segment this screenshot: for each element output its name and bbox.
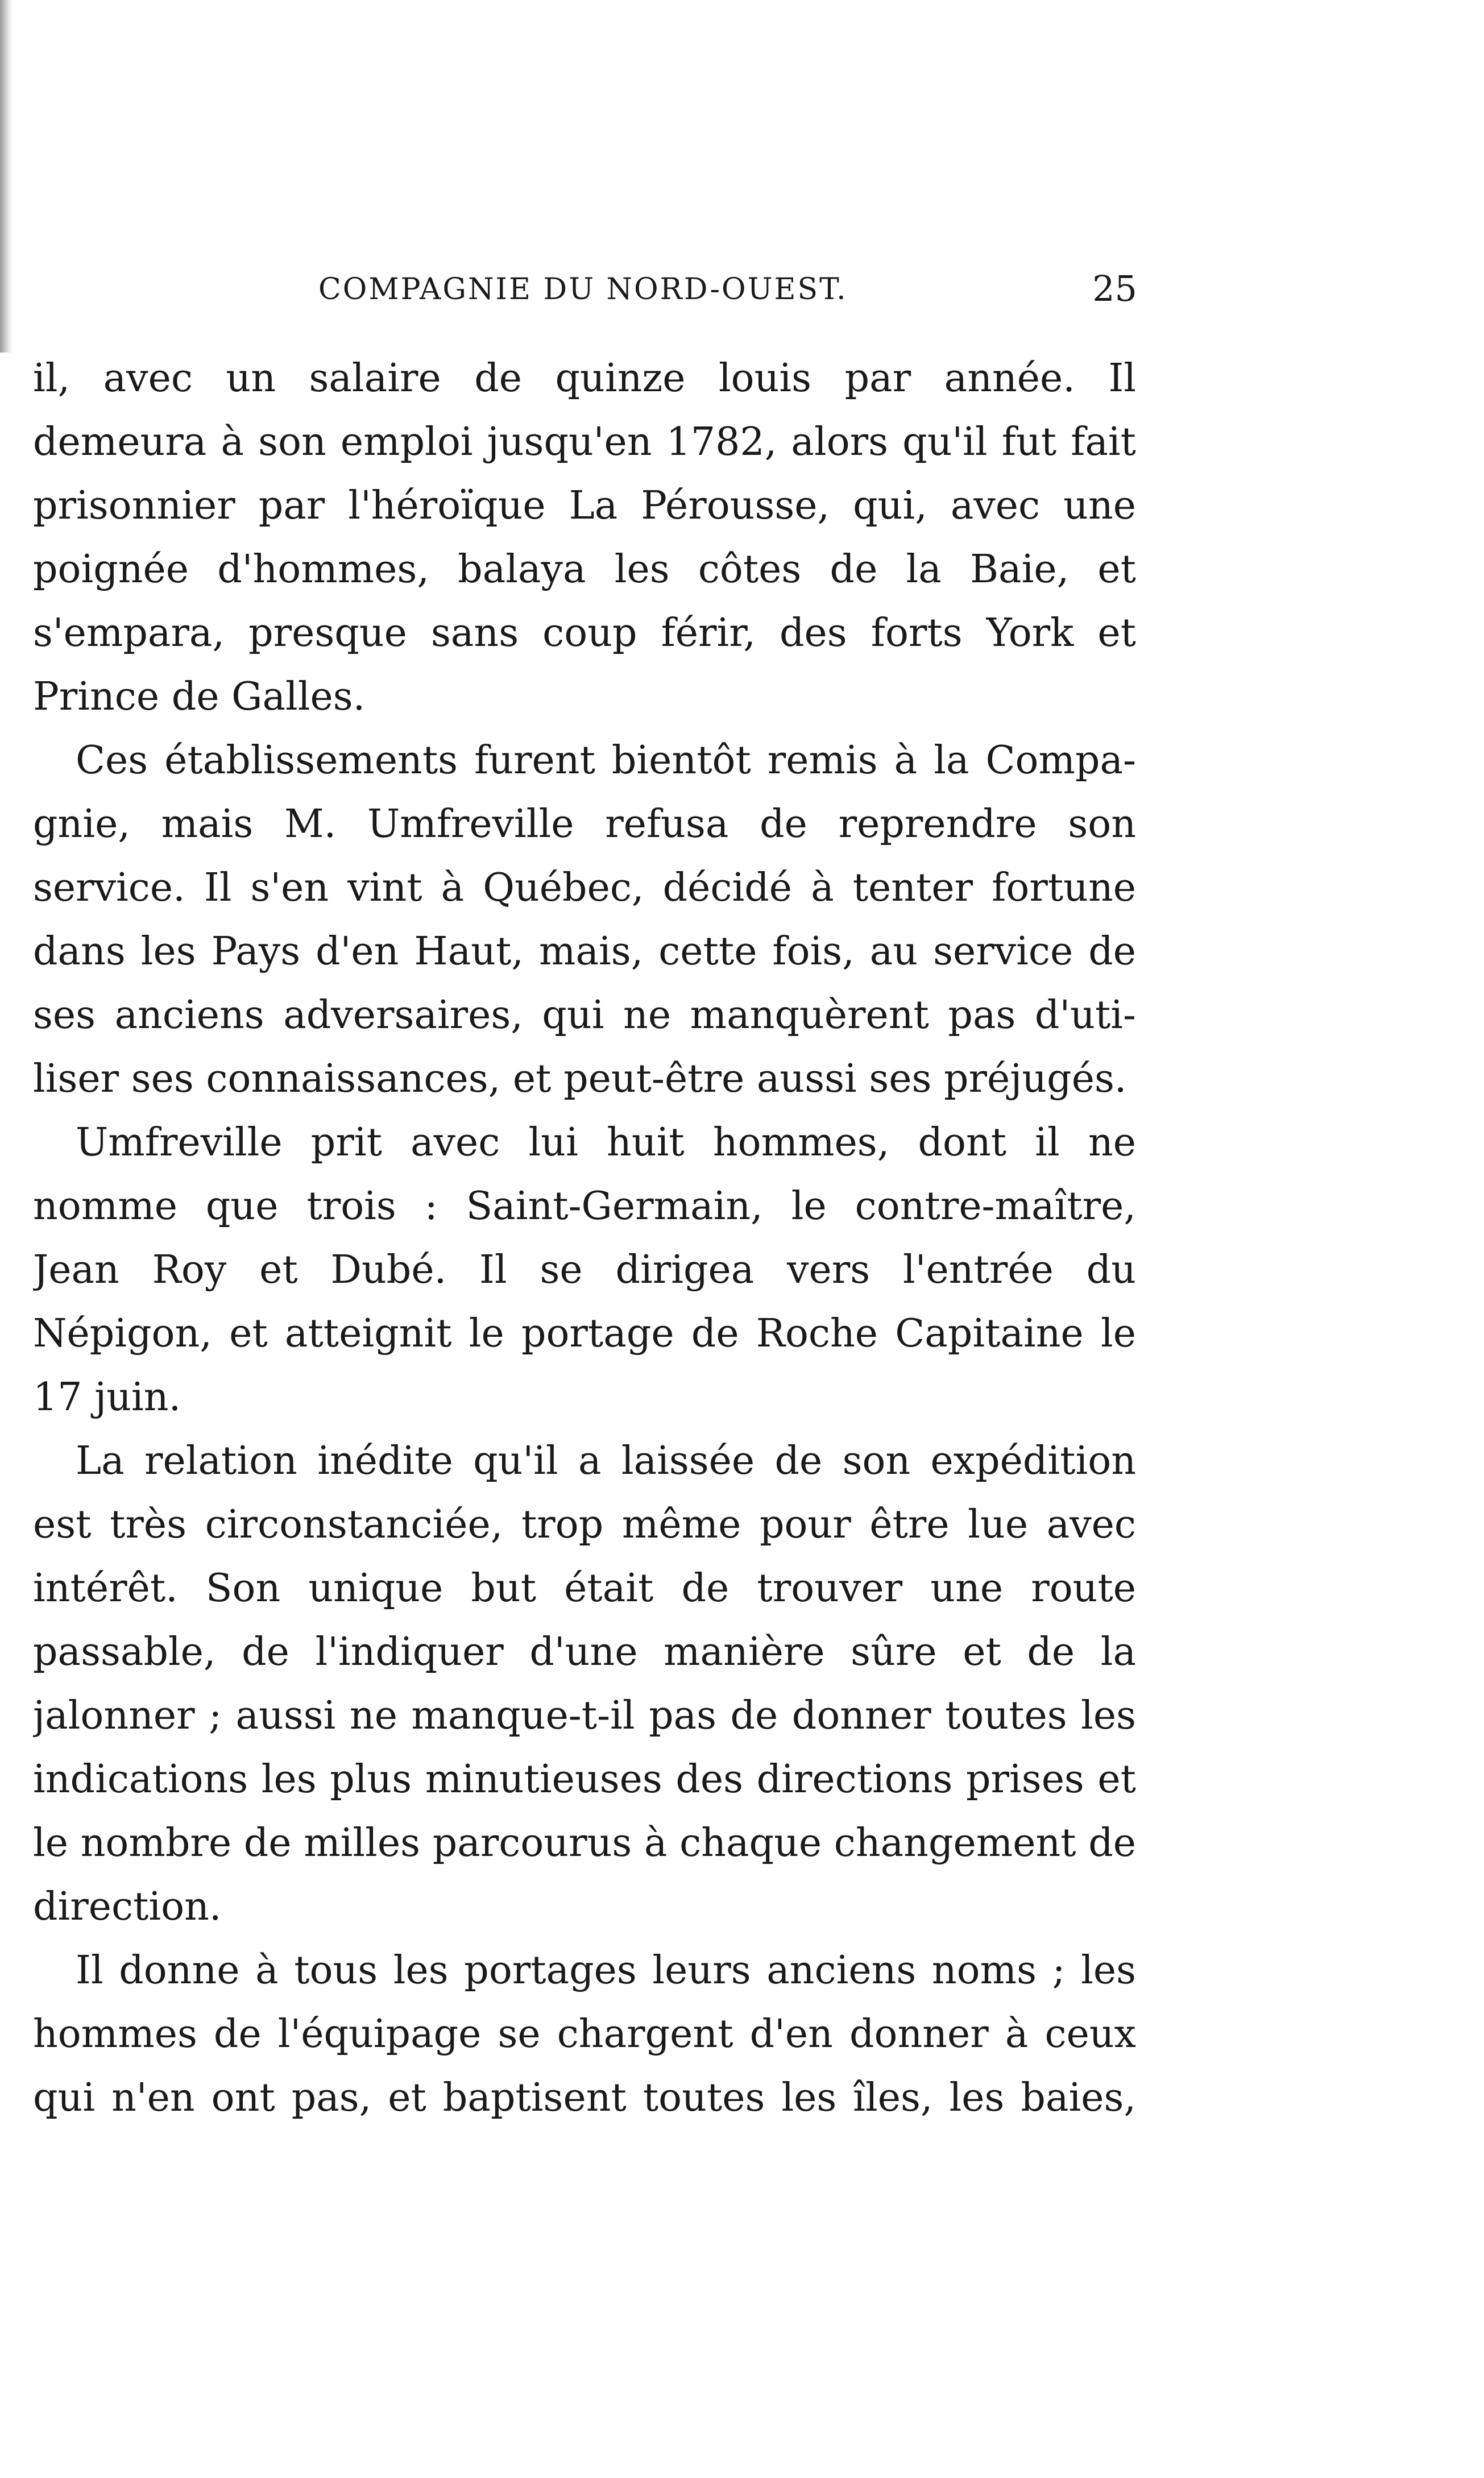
text-line: Jean Roy et Dubé. Il se dirigea vers l'entrée du xyxy=(33,1248,1136,1292)
text-line: prisonnier par l'héroïque La Pérousse, qui, avec une xyxy=(33,483,1136,528)
text-line: Ces établissements furent bientôt remis à la Compa- xyxy=(76,738,1136,783)
running-title: COMPAGNIE DU NORD-OUEST. xyxy=(318,272,848,306)
text-line: ses anciens adversaires, qui ne manquèrent pas d'uti- xyxy=(33,993,1136,1038)
text-line: La relation inédite qu'il a laissée de son expédition xyxy=(76,1439,1136,1484)
text-line: jalonner ; aussi ne manque-t-il pas de donner toutes les xyxy=(33,1693,1136,1738)
page-number: 25 xyxy=(1092,268,1137,309)
text-line: gnie, mais M. Umfreville refusa de reprendre son xyxy=(33,802,1136,847)
text-line: passable, de l'indiquer d'une manière sûre et de la xyxy=(33,1630,1136,1675)
text-line: Népigon, et atteignit le portage de Roche Capitaine le xyxy=(33,1311,1136,1356)
text-line: poignée d'hommes, balaya les côtes de la Baie, et xyxy=(33,547,1136,592)
text-line: nomme que trois : Saint-Germain, le contre-maître, xyxy=(33,1184,1136,1229)
text-line: indications les plus minutieuses des directions prises et xyxy=(33,1757,1136,1802)
text-line: liser ses connaissances, et peut-être aussi ses préjugés. xyxy=(33,1056,1127,1101)
page-header xyxy=(318,264,1137,316)
text-line: Umfreville prit avec lui huit hommes, dont il ne xyxy=(76,1120,1136,1165)
text-line: s'empara, presque sans coup férir, des forts York et xyxy=(33,611,1136,656)
text-line: intérêt. Son unique but était de trouver une route xyxy=(33,1566,1136,1611)
text-line: service. Il s'en vint à Québec, décidé à tenter fortune xyxy=(33,865,1136,910)
text-line: le nombre de milles parcourus à chaque changement de xyxy=(33,1821,1136,1866)
body-text xyxy=(33,347,1136,2130)
text-line: qui n'en ont pas, et baptisent toutes les îles, les baies, xyxy=(33,2075,1136,2120)
text-line: demeura à son emploi jusqu'en 1782, alors qu'il fut fait xyxy=(33,420,1136,465)
text-line: dans les Pays d'en Haut, mais, cette fois, au service de xyxy=(33,929,1136,974)
text-line: Il donne à tous les portages leurs anciens noms ; les xyxy=(76,1948,1136,1993)
text-line: direction. xyxy=(33,1884,222,1929)
text-line: hommes de l'équipage se chargent d'en donner à ceux xyxy=(33,2012,1136,2057)
text-line: Prince de Galles. xyxy=(33,674,366,719)
text-line: il, avec un salaire de quinze louis par année. Il xyxy=(33,356,1136,401)
text-line: est très circonstanciée, trop même pour être lue avec xyxy=(33,1502,1136,1547)
text-line: 17 juin. xyxy=(33,1375,181,1420)
scan-edge-shadow xyxy=(0,0,13,353)
